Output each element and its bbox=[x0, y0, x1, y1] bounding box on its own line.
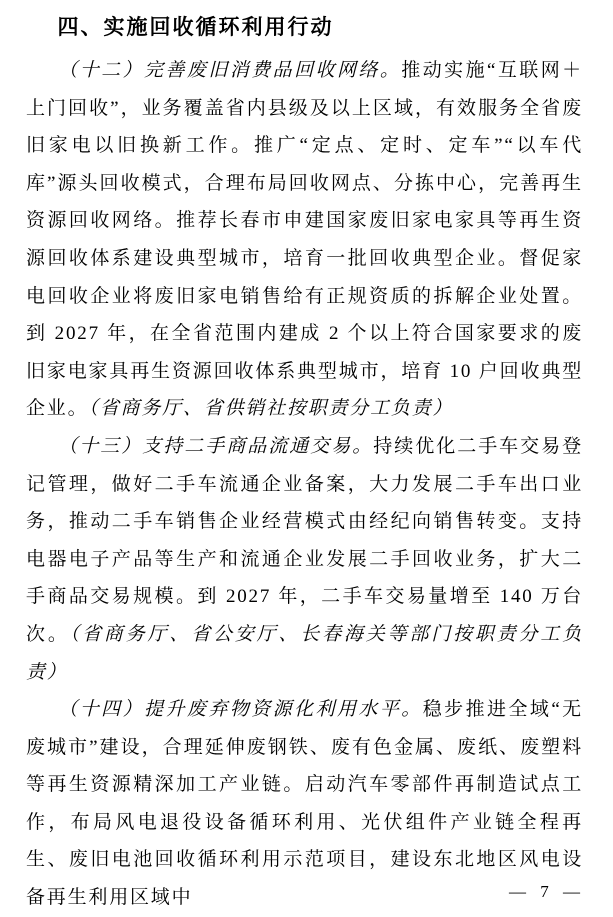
paragraph-lead: （十三）支持二手商品流通交易。 bbox=[58, 435, 374, 457]
department-note: （省商务厅、省公安厅、长春海关等部门按职责分工负责） bbox=[26, 623, 583, 683]
paragraph-item-13 bbox=[26, 428, 583, 691]
department-note: （省商务厅、省供销社按职责分工负责） bbox=[88, 398, 454, 420]
paragraph-body: 持续优化二手车交易登记管理，做好二手车流通企业备案，大力发展二手车出口业务，推动二手车销售企业经营模式由经纪向销售转变。支持电器电子产品等生产和流通企业发展二手回收业务，扩大二手商品交易规模。到 2027 年，二手车交易量增至 140 万台次。 bbox=[26, 435, 583, 645]
paragraph-item-12 bbox=[26, 52, 583, 428]
paragraph-lead: （十四）提升废弃物资源化利用水平。 bbox=[58, 699, 423, 721]
paragraph-item-14 bbox=[26, 691, 583, 917]
page-number: — 7 — bbox=[509, 882, 585, 901]
paragraph-body: 稳步推进全域“无废城市”建设，合理延伸废钢铁、废有色金属、废纸、废塑料等再生资源精深加工产业链。启动汽车零部件再制造试点工作，布局风电退役设备循环利用、光伏组件产业链全程再生、废旧电池回收循环利用示范项目，建设东北地区风电设备再生利用区域中 bbox=[26, 699, 583, 909]
paragraph-lead: （十二）完善废旧消费品回收网络。 bbox=[58, 60, 402, 81]
section-heading: 四、实施回收循环利用行动 bbox=[57, 16, 334, 39]
paragraph-body: 推动实施“互联网＋上门回收”，业务覆盖省内县级及以上区域，有效服务全省废旧家电以旧换新工作。推广“定点、定时、定车”“以车代库”源头回收模式，合理布局回收网点、分拣中心，完善再生资源回收网络。推荐长春市申建国家废旧家电家具等再生资源回收体系建设典型城市，培育一批回收典型企业。督促家电回收企业将废旧家电销售给有正规资质的拆解企业处置。到 2027 年，在全省范围内建成 2 个以上符合国家要求的废旧家电家具再生资源回收体系典型城市，培育 10 户回收典型企业。 bbox=[26, 60, 583, 420]
